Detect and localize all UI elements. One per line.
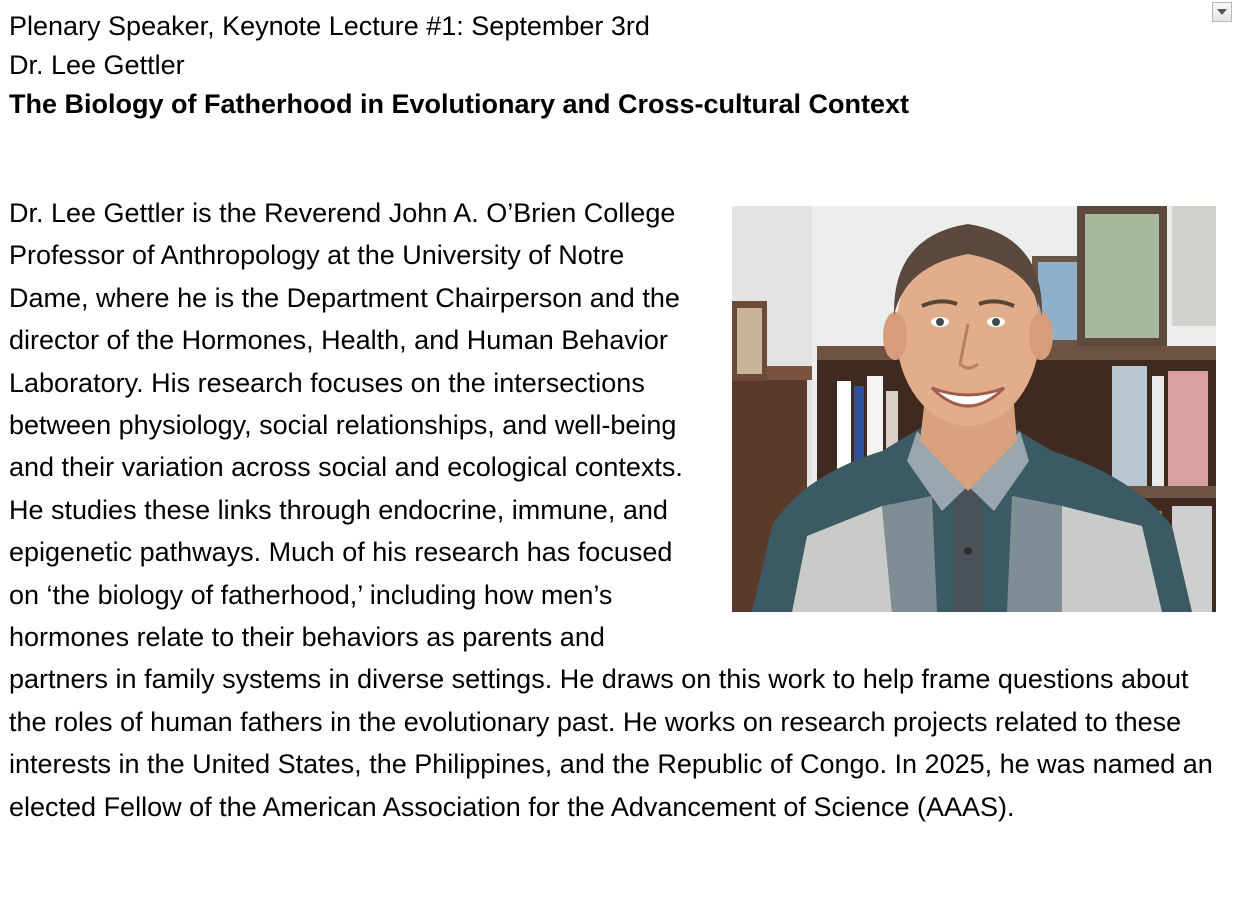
event-heading: Plenary Speaker, Keynote Lecture #1: September 3rd <box>9 11 650 41</box>
speaker-bio <box>9 192 1229 828</box>
speaker-name: Dr. Lee Gettler <box>9 50 185 80</box>
bio-text: Dr. Lee Gettler is the Reverend John A. O’Brien College Professor of Anthropology at the University of Notre Dame, where he is the Department Chairperson and the director of the Hormones, Health, and Human Behavior Laboratory. His research focuses on the intersections between physiology, social relationships, and well-being and their variation across social and ecological contexts. He studies these links through endocrine, immune, and epigenetic pathways. Much of his research has focused on ‘the biology of fatherhood,’ including how men’s hormones relate to their behaviors as parents and partners in family systems in diverse settings. He draws on this work to help frame questions about the roles of human fathers in the evolutionary past. He works on research projects related to these interests in the United States, the Philippines, and the Republic of Congo. In 2025, he was named an elected Fellow of the American Association for the Advancement of Science (AAAS). <box>9 198 1213 822</box>
talk-title: The Biology of Fatherhood in Evolutionary and Cross-cultural Context <box>9 89 910 119</box>
dropdown-toggle-button[interactable] <box>1212 2 1232 22</box>
speaker-photo <box>732 206 1216 612</box>
chevron-down-icon <box>1216 8 1228 16</box>
